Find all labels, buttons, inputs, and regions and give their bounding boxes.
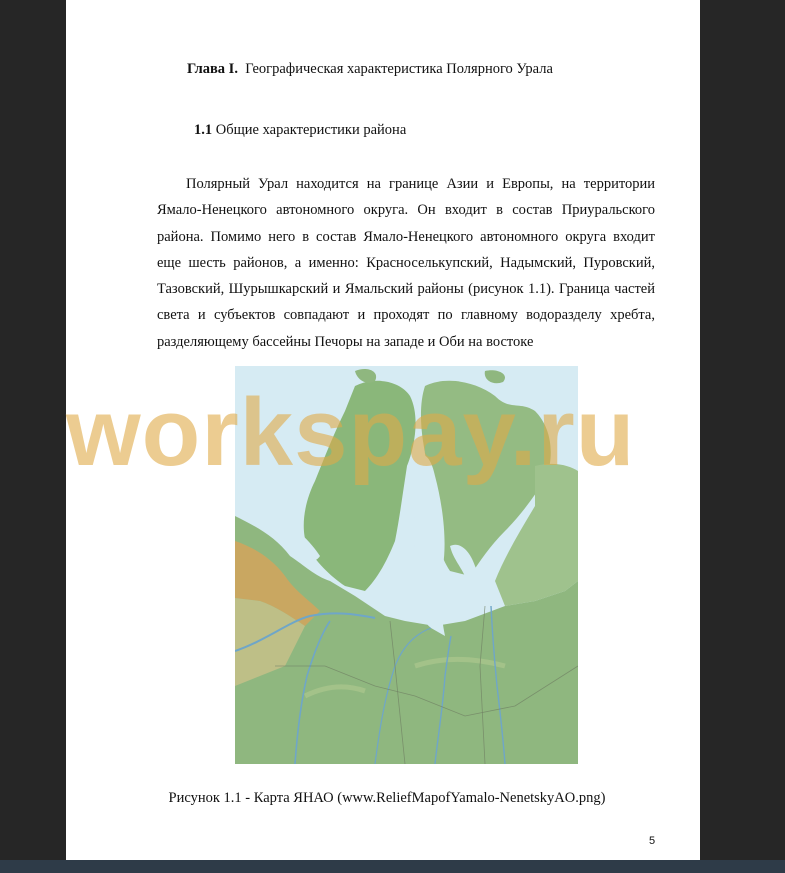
section-number: 1.1 [194,122,213,138]
document-page [66,0,700,861]
figure-caption: Рисунок 1.1 - Карта ЯНАО (www.ReliefMapofYamalo-NenetskyAO.png) [168,790,606,806]
chapter-label: Глава I. [187,61,238,77]
section-title: Общие характеристики района [215,122,407,138]
watermark-text: workspay.ru [66,379,636,486]
section-heading [194,122,406,139]
page-number: 5 [649,835,656,847]
relief-map-icon [235,366,578,764]
bottom-status-bar [0,860,785,873]
chapter-heading [187,61,553,78]
chapter-title: Географическая характеристика Полярного Урала [245,61,553,77]
body-paragraph: Полярный Урал находится на границе Азии и Европы, на территории Ямало-Ненецкого автономного округа. Он входит в состав Приуральского района. Помимо него в состав Ямало-Ненецкого автономного округа входит еще шесть районов, а именно: Красноселькупский, Надымский, Пуровский, Тазовский, Шурышкарский и Ямальский районы (рисунок 1.1). Граница частей света и субъектов совпадают и проходят по главному водоразделу хребта, разделяющему бассейны Печоры на западе и Оби на востоке [157,176,655,350]
